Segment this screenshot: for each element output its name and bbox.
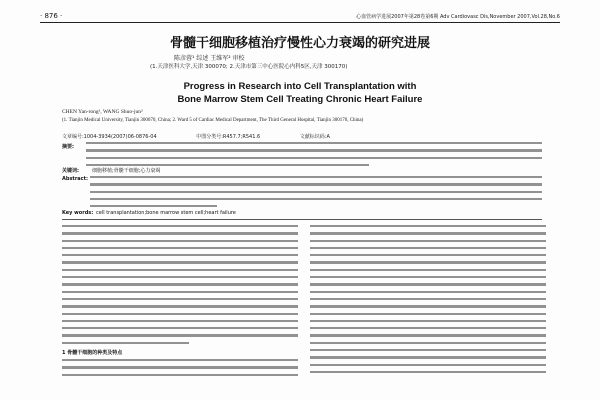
journal-citation: 心血管病学进展2007年第28卷第6期 Adv Cardiovasc Dis,November 2007,Vol.28,No.6: [356, 14, 560, 20]
running-header: [40, 13, 560, 23]
text-line: [90, 198, 542, 200]
clc-number: 中图分类号:R457.7;R541.6: [196, 134, 261, 140]
english-affiliation: (1. Tianjin Medical University, Tianjin 300070, China; 2. Ward 5 of Cardiac Medical Department, The Third General Hospital, Tianjin 300170, China): [62, 118, 364, 123]
text-line: [86, 157, 542, 159]
text-line: [86, 149, 542, 151]
english-title-line-1: Progress in Research into Cell Transplantation with: [183, 81, 417, 92]
english-keywords: cell transplantation;bone marrow stem cell;heart failure: [96, 210, 236, 216]
english-title-line-2: Bone Marrow Stem Cell Treating Chronic Heart Failure: [177, 94, 423, 105]
english-keywords-label: Key words:: [62, 210, 94, 216]
article-id: 文章编号:1004-3934(2007)06-0876-04: [62, 134, 157, 140]
chinese-title: 骨髓干细胞移植治疗慢性心力衰竭的研究进展: [169, 36, 430, 51]
divider: [62, 219, 542, 220]
section-heading: 1 骨髓干细胞的种类及特点: [62, 350, 123, 357]
english-authors: CHEN Yan-rong¹, WANG Shuo-jun²: [62, 109, 143, 115]
chinese-abstract-label: 摘要:: [62, 144, 74, 150]
english-title: [0, 80, 600, 106]
chinese-keywords: 细胞移植;骨髓干细胞;心力衰竭: [92, 168, 161, 174]
chinese-authors: 陈彦蓉¹ 综述 王维军² 审校: [174, 55, 245, 62]
text-line: [86, 164, 369, 166]
article-codes: [62, 133, 542, 140]
text-line: [90, 183, 542, 185]
text-line: [86, 142, 542, 144]
body-column-right: [310, 225, 546, 378]
english-abstract-text: [90, 176, 542, 212]
page-number: · 876 ·: [40, 12, 63, 20]
english-abstract-label: Abstract:: [62, 176, 89, 182]
document-code: 文献标识码:A: [299, 134, 330, 140]
chinese-keywords-label: 关键词:: [62, 168, 79, 174]
text-line: [90, 205, 217, 207]
body-column-left: [62, 225, 298, 381]
text-line: [90, 176, 542, 178]
chinese-affiliation: (1.天津医科大学,天津 300070; 2.天津市第三中心医院心内科5区,天津 300170): [150, 64, 348, 70]
text-line: [90, 191, 542, 193]
